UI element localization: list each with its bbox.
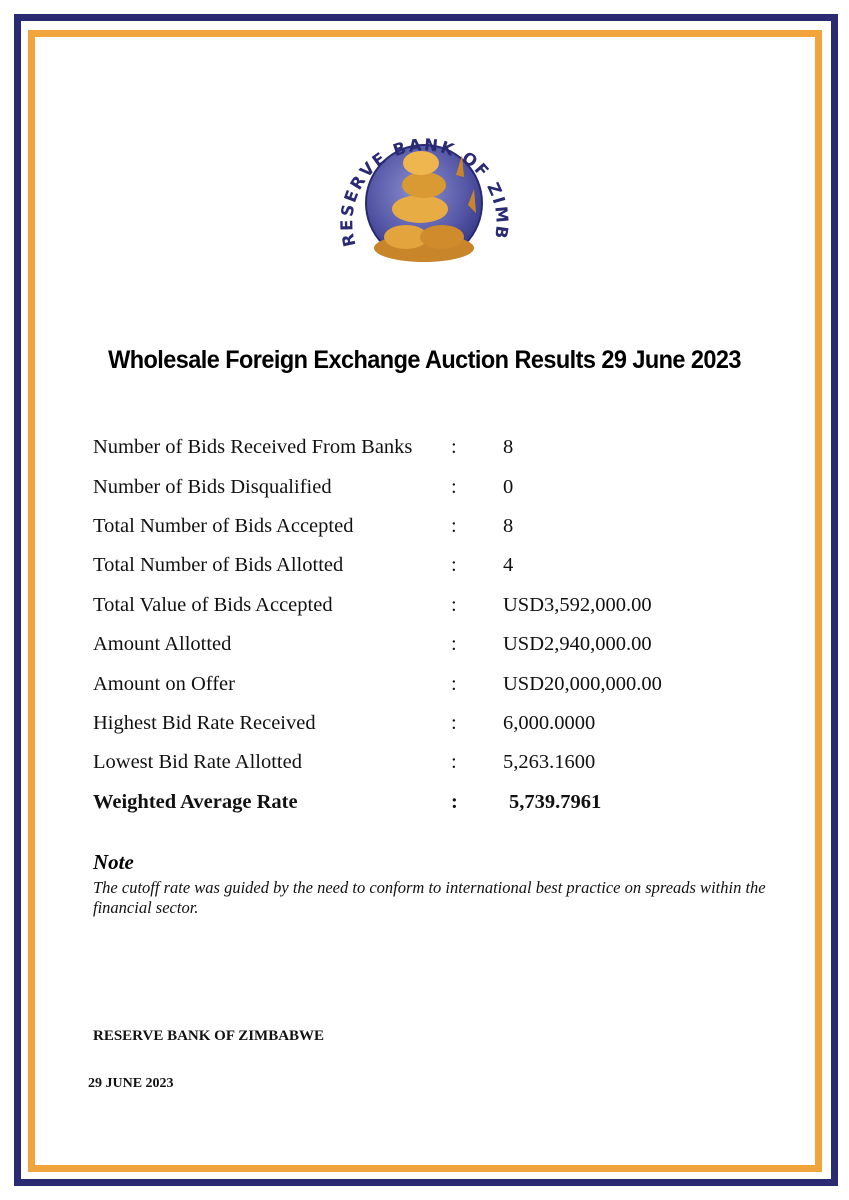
row-label: Total Number of Bids Accepted bbox=[93, 514, 354, 537]
row-label: Lowest Bid Rate Allotted bbox=[93, 751, 302, 774]
row-separator: : bbox=[451, 593, 457, 616]
row-label: Number of Bids Disqualified bbox=[93, 475, 332, 498]
row-value: 8 bbox=[503, 436, 514, 459]
row-value: 8 bbox=[503, 514, 514, 537]
row-separator: : bbox=[451, 436, 457, 459]
row-bids-disqualified bbox=[93, 467, 743, 506]
row-value: USD20,000,000.00 bbox=[503, 672, 662, 695]
row-lowest-bid-rate bbox=[93, 743, 743, 782]
row-weighted-average-rate bbox=[93, 783, 743, 822]
results-table bbox=[93, 428, 743, 822]
row-value: 6,000.0000 bbox=[503, 711, 596, 734]
row-bids-allotted bbox=[93, 546, 743, 585]
row-highest-bid-rate bbox=[93, 704, 743, 743]
note-text: The cutoff rate was guided by the need to conform to international best practice on spreads within the financial sector. bbox=[93, 878, 766, 917]
row-separator: : bbox=[451, 790, 458, 813]
document-date: 29 JUNE 2023 bbox=[88, 1076, 174, 1091]
row-label: Highest Bid Rate Received bbox=[93, 711, 316, 734]
row-bids-received bbox=[93, 428, 743, 467]
row-separator: : bbox=[451, 672, 457, 695]
row-label: Weighted Average Rate bbox=[93, 790, 298, 813]
row-label: Number of Bids Received From Banks bbox=[93, 436, 413, 459]
row-separator: : bbox=[451, 633, 457, 656]
row-bids-accepted bbox=[93, 507, 743, 546]
row-separator: : bbox=[451, 554, 457, 577]
note-heading: Note bbox=[93, 850, 134, 874]
row-amount-on-offer bbox=[93, 664, 743, 703]
row-value-accepted bbox=[93, 586, 743, 625]
page-title: Wholesale Foreign Exchange Auction Results 29 June 2023 bbox=[108, 346, 741, 374]
row-separator: : bbox=[451, 475, 457, 498]
reserve-bank-seal-icon bbox=[328, 105, 518, 285]
row-label: Amount on Offer bbox=[93, 672, 235, 695]
row-value: 5,739.7961 bbox=[509, 790, 602, 813]
row-separator: : bbox=[451, 751, 457, 774]
seal-text: RESERVE BANK OF ZIMB bbox=[337, 135, 512, 249]
row-label: Total Number of Bids Allotted bbox=[93, 554, 344, 577]
row-label: Total Value of Bids Accepted bbox=[93, 593, 333, 616]
row-value: USD2,940,000.00 bbox=[503, 633, 652, 656]
row-value: 5,263.1600 bbox=[503, 751, 596, 774]
row-separator: : bbox=[451, 514, 457, 537]
row-value: USD3,592,000.00 bbox=[503, 593, 652, 616]
row-separator: : bbox=[451, 711, 457, 734]
row-amount-allotted bbox=[93, 625, 743, 664]
row-value: 0 bbox=[503, 475, 514, 498]
row-label: Amount Allotted bbox=[93, 633, 232, 656]
row-value: 4 bbox=[503, 554, 514, 577]
signoff: RESERVE BANK OF ZIMBABWE bbox=[93, 1028, 325, 1044]
